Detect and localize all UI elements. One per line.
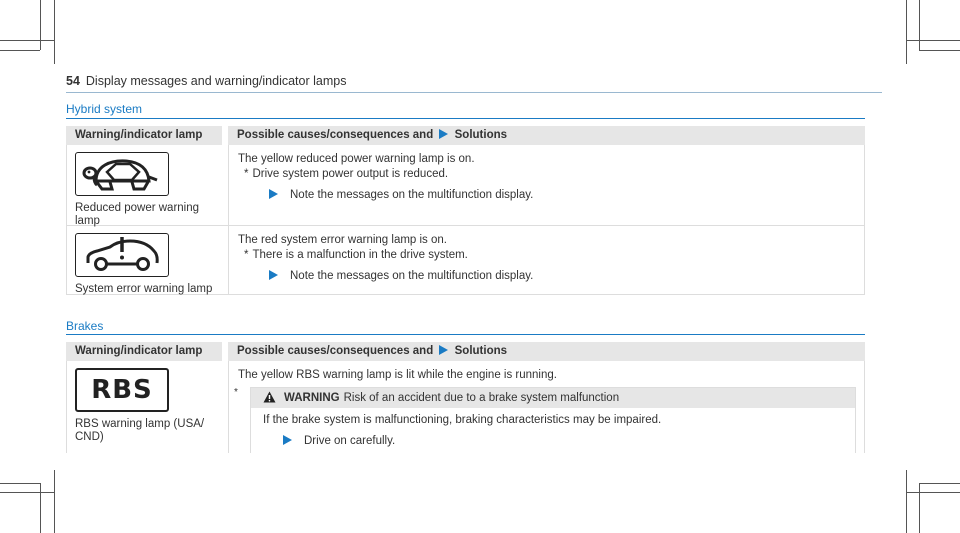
solution-step-text: Drive on carefully. — [304, 435, 396, 447]
lamp-cell — [67, 145, 229, 225]
solution-step — [238, 269, 856, 284]
section-title-hybrid-system: Hybrid system — [66, 102, 143, 116]
solution-arrow-icon — [283, 435, 292, 445]
solution-step-text: Note the messages on the multifunction display. — [290, 270, 534, 282]
warning-header — [251, 388, 855, 408]
crop-mark — [919, 50, 960, 51]
solution-step — [238, 188, 856, 203]
table-row — [66, 145, 865, 226]
cause-note-text: There is a malfunction in the drive system. — [252, 249, 468, 261]
section-rule — [66, 334, 865, 335]
solution-arrow-icon — [439, 345, 448, 355]
crop-mark — [906, 492, 960, 493]
cause-note — [238, 248, 856, 263]
section-title-brakes: Brakes — [66, 319, 104, 333]
lamp-cell — [67, 361, 229, 453]
causes-cell — [229, 226, 864, 294]
column-header-solutions-text: Solutions — [454, 345, 508, 357]
crop-mark — [40, 483, 41, 533]
cause-text: The yellow reduced power warning lamp is on. — [238, 153, 475, 165]
turtle-icon — [82, 155, 162, 193]
warning-label: WARNING — [284, 392, 340, 404]
warning-box — [250, 387, 856, 453]
crop-mark — [0, 40, 54, 41]
column-header-causes — [228, 342, 865, 361]
column-header-solutions-text: Solutions — [454, 129, 508, 141]
solution-arrow-icon — [269, 189, 278, 199]
table-header — [66, 342, 865, 361]
cause-text: The red system error warning lamp is on. — [238, 234, 447, 246]
car-exclamation-icon — [82, 236, 162, 274]
asterisk-icon: * — [244, 168, 249, 180]
lamp-cell — [67, 226, 229, 294]
crop-mark — [54, 470, 55, 533]
column-header-lamp: Warning/indicator lamp — [66, 342, 222, 361]
hybrid-system-table — [66, 126, 865, 295]
brakes-table — [66, 342, 865, 453]
rbs-icon — [75, 368, 169, 412]
system-error-car-icon — [75, 233, 169, 277]
reduced-power-turtle-icon — [75, 152, 169, 196]
cause-text: The yellow RBS warning lamp is lit while the engine is running. — [238, 369, 557, 381]
table-row — [66, 226, 865, 295]
crop-mark — [54, 0, 55, 64]
page-header — [66, 74, 346, 88]
crop-mark — [40, 0, 41, 50]
warning-body-text: If the brake system is malfunctioning, braking characteristics may be impaired. — [263, 414, 662, 426]
crop-mark — [919, 483, 960, 484]
crop-mark — [919, 0, 920, 50]
column-header-causes-text: Possible causes/consequences and — [237, 345, 434, 357]
crop-mark — [906, 40, 960, 41]
causes-cell — [229, 361, 864, 453]
solution-step-text: Note the messages on the multifunction display. — [290, 189, 534, 201]
page-header-title: Display messages and warning/indicator lamps — [85, 74, 347, 88]
causes-cell — [229, 145, 864, 225]
column-header-causes — [228, 126, 865, 145]
rbs-icon-text: RBS — [91, 375, 153, 405]
header-rule — [66, 92, 882, 93]
warning-title: Risk of an accident due to a brake system malfunction — [343, 392, 620, 404]
warning-triangle-icon — [263, 391, 276, 403]
crop-mark — [0, 492, 54, 493]
solution-arrow-icon — [439, 129, 448, 139]
column-header-lamp: Warning/indicator lamp — [66, 126, 222, 145]
table-header — [66, 126, 865, 145]
solution-step — [263, 434, 845, 449]
page-number: 54 — [66, 74, 80, 88]
section-rule — [66, 118, 865, 119]
crop-mark — [919, 483, 920, 533]
asterisk-icon: * — [234, 387, 238, 398]
lamp-label: System error warning lamp — [75, 283, 213, 295]
cause-note — [238, 167, 856, 182]
crop-mark — [0, 50, 40, 51]
asterisk-icon: * — [244, 249, 249, 261]
warning-wrapper — [234, 387, 856, 453]
lamp-label: Reduced power warning lamp — [75, 202, 200, 227]
warning-body — [251, 408, 855, 453]
crop-mark — [906, 470, 907, 533]
lamp-label: RBS warning lamp (USA/ CND) — [75, 418, 205, 443]
column-header-causes-text: Possible causes/consequences and — [237, 129, 434, 141]
crop-mark — [906, 0, 907, 64]
cause-note-text: Drive system power output is reduced. — [252, 168, 449, 180]
crop-mark — [0, 483, 40, 484]
solution-arrow-icon — [269, 270, 278, 280]
table-row — [66, 361, 865, 453]
